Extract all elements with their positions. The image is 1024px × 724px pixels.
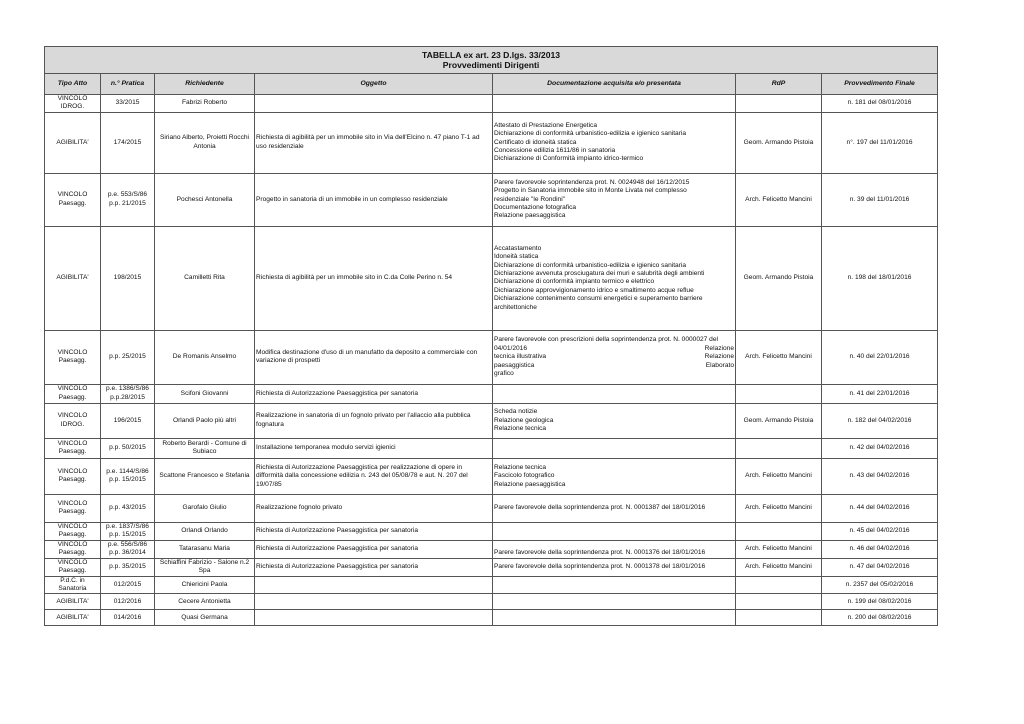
cell-documentazione: [493, 594, 736, 610]
cell-richiedente: [155, 384, 255, 403]
cell-oggetto: [255, 226, 493, 330]
cell-documentazione-line: Certificato di idoneità statica: [494, 138, 577, 146]
cell-richiedente-line: Chiericini Paola: [181, 580, 228, 588]
cell-documentazione-line: [494, 345, 734, 353]
cell-pratica-line: 196/2015: [113, 416, 142, 424]
cell-tipo-atto-line: Paesagg.: [58, 567, 87, 575]
cell-oggetto: [255, 576, 493, 594]
cell-documentazione: [493, 494, 736, 522]
cell-documentazione: [493, 522, 736, 540]
cell-pratica: [101, 458, 155, 494]
cell-tipo-atto-line: Paesagg.: [58, 549, 87, 557]
cell-pratica: [101, 330, 155, 384]
cell-pratica-line: p.p. 50/2015: [109, 444, 146, 452]
cell-documentazione-line: Attestato di Prestazione Energetica: [494, 121, 597, 129]
col-header-tipo-atto: Tipo Atto: [45, 74, 101, 95]
cell-tipo-atto-line: Paesagg.: [58, 531, 87, 539]
cell-tipo-atto-line: VINCOLO: [57, 385, 88, 393]
cell-tipo-atto-line: Paesagg.: [58, 357, 87, 365]
cell-documentazione-line: [494, 353, 734, 361]
cell-documentazione-line: [494, 362, 734, 370]
cell-provvedimento: n. 44 del 04/02/2016: [822, 494, 938, 522]
cell-pratica-line: 012/2016: [113, 597, 142, 605]
cell-documentazione-line: Dichiarazione contenimento consumi energetici e superamento barriere: [494, 295, 703, 303]
cell-tipo-atto-line: AGIBILITA': [56, 597, 89, 605]
cell-oggetto-line: 19/07/85: [256, 480, 282, 488]
cell-rdp: [736, 95, 822, 113]
cell-documentazione-line: Concessione edilizia 1611/86 in sanatoria: [494, 147, 616, 155]
cell-pratica-line: p.p. 15/2015: [109, 476, 146, 484]
cell-richiedente: [155, 522, 255, 540]
cell-tipo-atto-line: P.d.C. in: [60, 576, 85, 584]
cell-richiedente: [155, 540, 255, 558]
cell-oggetto-line: Progetto in sanatoria di un immobile in un complesso residenziale: [256, 195, 448, 203]
cell-pratica: [101, 576, 155, 594]
cell-pratica-line: p.p. 35/2015: [109, 562, 146, 570]
cell-pratica-line: p.p. 43/2015: [109, 504, 146, 512]
cell-tipo-atto: [45, 522, 101, 540]
col-header-provvedimento: Provvedimento Finale: [822, 74, 938, 95]
cell-oggetto: [255, 95, 493, 113]
table-body: [45, 95, 938, 626]
cell-documentazione-line: Dichiarazione approvvigionamento idrico e smaltimento acque reflue: [494, 286, 694, 294]
table-row: [45, 384, 938, 403]
col-header-pratica: n.° Pratica: [101, 74, 155, 95]
cell-oggetto-line: Richiesta di Autorizzazione Paesaggistica per sanatoria: [256, 544, 419, 552]
cell-pratica: [101, 522, 155, 540]
cell-richiedente: [155, 458, 255, 494]
cell-documentazione-line: Dichiarazione avvenuta prosciugatura dei muri e salubrità degli ambienti: [494, 269, 705, 277]
cell-documentazione-part: 04/01/2016: [494, 344, 528, 352]
cell-richiedente: [155, 610, 255, 626]
cell-documentazione-line: Scheda notizie: [494, 408, 538, 416]
table-title-cell: [45, 47, 938, 74]
cell-tipo-atto: [45, 173, 101, 226]
cell-pratica: [101, 610, 155, 626]
cell-richiedente-line: Cecere Antonietta: [178, 597, 231, 605]
cell-richiedente-line: Orlandi Orlando: [181, 527, 228, 535]
cell-oggetto: [255, 558, 493, 576]
cell-oggetto: [255, 594, 493, 610]
cell-documentazione-line: Parere favorevole soprintendenza prot. N. 0024948 del 16/12/2015: [494, 178, 690, 186]
cell-oggetto-line: fognatura: [256, 420, 284, 428]
cell-pratica: [101, 112, 155, 173]
cell-oggetto-line: Richiesta di agibilità per un immobile sito in Via dell'Elcino n. 47 piano T-1 ad: [256, 134, 480, 142]
table-row: [45, 576, 938, 594]
cell-tipo-atto: [45, 540, 101, 558]
cell-richiedente-line: De Romanis Anselmo: [172, 353, 237, 361]
cell-documentazione-part: Relazione: [704, 353, 734, 361]
cell-rdp: Geom. Armando Pistoia: [736, 403, 822, 438]
cell-provvedimento: n. 46 del 04/02/2016: [822, 540, 938, 558]
cell-oggetto-line: difformità dalla concessione edilizia n. 243 del 05/08/78 e aut. N. 207 del: [256, 472, 468, 480]
cell-tipo-atto-line: VINCOLO: [57, 499, 88, 507]
cell-oggetto: [255, 438, 493, 458]
cell-richiedente: [155, 112, 255, 173]
cell-tipo-atto-line: VINCOLO: [57, 348, 88, 356]
cell-documentazione-part: Elaborato: [705, 361, 734, 369]
cell-richiedente: [155, 594, 255, 610]
document-page: [44, 46, 937, 626]
table-row: [45, 494, 938, 522]
cell-pratica-line: p.p. 15/2015: [109, 531, 146, 539]
cell-oggetto: [255, 112, 493, 173]
cell-documentazione-part: tecnica illustrativa: [494, 353, 547, 361]
cell-provvedimento: n. 39 del 11/01/2016: [822, 173, 938, 226]
col-header-richiedente: Richiedente: [155, 74, 255, 95]
cell-documentazione-line: Idoneità statica: [494, 253, 539, 261]
cell-tipo-atto-line: VINCOLO IDROG.: [57, 95, 88, 111]
cell-richiedente: [155, 438, 255, 458]
cell-rdp: [736, 594, 822, 610]
cell-documentazione-line: Relazione paesaggistica: [494, 212, 566, 220]
col-header-documentazione: Documentazione acquisita e/o presentata: [493, 74, 736, 95]
table-title: TABELLA ex art. 23 D.lgs. 33/2013: [422, 49, 561, 60]
cell-documentazione-line: Relazione paesaggistica: [494, 480, 566, 488]
cell-tipo-atto-line: Paesagg.: [58, 199, 87, 207]
cell-richiedente-line: Quasi Germana: [181, 613, 228, 621]
cell-tipo-atto: [45, 458, 101, 494]
cell-pratica: [101, 494, 155, 522]
cell-oggetto: [255, 610, 493, 626]
cell-richiedente-line: Orlandi Paolo più altri: [172, 416, 237, 424]
cell-richiedente: [155, 330, 255, 384]
cell-tipo-atto: [45, 558, 101, 576]
cell-documentazione-line: Dichiarazione di conformità urbanistico-edilizia e igienico sanitaria: [494, 261, 687, 269]
table-row: [45, 558, 938, 576]
cell-documentazione-line: Relazione geologica: [494, 416, 554, 424]
header-row: [45, 74, 938, 95]
cell-pratica: [101, 95, 155, 113]
cell-rdp: Arch. Felicetto Mancini: [736, 494, 822, 522]
cell-rdp: Geom. Armando Pistoia: [736, 112, 822, 173]
cell-pratica-line: 174/2015: [113, 138, 142, 146]
cell-pratica-line: 198/2015: [113, 274, 142, 282]
cell-tipo-atto-line: VINCOLO IDROG.: [57, 412, 88, 428]
table-row: [45, 522, 938, 540]
cell-documentazione: [493, 403, 736, 438]
cell-documentazione: [493, 540, 736, 558]
cell-documentazione: [493, 95, 736, 113]
cell-rdp: Geom. Armando Pistoia: [736, 226, 822, 330]
cell-oggetto: [255, 173, 493, 226]
cell-oggetto-line: Richiesta di Autorizzazione Paesaggistica per sanatoria: [256, 562, 419, 570]
table-row: [45, 112, 938, 173]
cell-richiedente-line: Subiaco: [192, 448, 217, 456]
cell-richiedente: [155, 494, 255, 522]
cell-richiedente-line: Scifoni Giovanni: [180, 389, 229, 397]
cell-documentazione-line: Parere favorevole della soprintendenza prot. N. 0001378 del 18/01/2016: [494, 562, 706, 570]
cell-oggetto: [255, 458, 493, 494]
table-row: [45, 330, 938, 384]
cell-richiedente-line: Camilletti Rita: [184, 274, 225, 282]
cell-richiedente: [155, 576, 255, 594]
cell-documentazione: [493, 438, 736, 458]
cell-tipo-atto-line: Sanatoria: [58, 585, 87, 593]
cell-pratica-line: p.e. 1837/S/86: [106, 522, 149, 530]
cell-pratica: [101, 438, 155, 458]
cell-rdp: Arch. Felicetto Mancini: [736, 540, 822, 558]
cell-provvedimento: n. 42 del 04/02/2016: [822, 438, 938, 458]
table-row: [45, 594, 938, 610]
cell-pratica-line: p.p. 25/2015: [109, 353, 146, 361]
cell-oggetto-line: Richiesta di Autorizzazione Paesaggistica per realizzazione di opere in: [256, 463, 462, 471]
cell-richiedente-line: Tatarasanu Maria: [179, 544, 230, 552]
cell-provvedimento: n. 198 del 18/01/2016: [822, 226, 938, 330]
cell-provvedimento: n. 43 del 04/02/2016: [822, 458, 938, 494]
cell-tipo-atto-line: VINCOLO: [57, 540, 88, 548]
cell-oggetto-line: Modifica destinazione d'uso di un manufatto da deposito a commerciale con: [256, 348, 478, 356]
cell-provvedimento: n°. 197 del 11/01/2016: [822, 112, 938, 173]
cell-documentazione-line: Dichiarazione di Conformità impianto idrico-termico: [494, 155, 644, 163]
cell-documentazione-line: residenziale "le Rondini": [494, 195, 566, 203]
cell-documentazione-line: Fascicolo fotografico: [494, 472, 555, 480]
table-row: [45, 173, 938, 226]
cell-tipo-atto: [45, 403, 101, 438]
cell-tipo-atto: [45, 384, 101, 403]
cell-richiedente-line: Garofalo Giulio: [182, 504, 227, 512]
cell-pratica: [101, 540, 155, 558]
cell-richiedente-line: Pochesci Antonella: [176, 195, 233, 203]
cell-tipo-atto: [45, 226, 101, 330]
cell-tipo-atto: [45, 610, 101, 626]
cell-pratica-line: p.e. 1144/S/86: [106, 467, 149, 475]
cell-pratica: [101, 594, 155, 610]
cell-tipo-atto-line: VINCOLO: [57, 439, 88, 447]
cell-documentazione-line: [494, 370, 734, 378]
col-header-oggetto: Oggetto: [255, 74, 493, 95]
cell-oggetto-line: Installazione temporanea modulo servizi igienici: [256, 444, 396, 452]
table-subtitle: Provvedimenti Dirigenti: [442, 60, 540, 70]
cell-rdp: Arch. Felicetto Mancini: [736, 458, 822, 494]
cell-documentazione-line: Parere favorevole della soprintendenza prot. N. 0001387 del 18/01/2016: [494, 504, 706, 512]
cell-tipo-atto: [45, 330, 101, 384]
cell-richiedente-line: Scattone Francesco e Stefania: [159, 472, 250, 480]
table-row: [45, 403, 938, 438]
cell-tipo-atto: [45, 494, 101, 522]
cell-provvedimento: n. 40 del 22/01/2016: [822, 330, 938, 384]
cell-richiedente: [155, 226, 255, 330]
cell-tipo-atto-line: VINCOLO: [57, 522, 88, 530]
col-header-rdp: RdP: [736, 74, 822, 95]
cell-rdp: [736, 384, 822, 403]
cell-richiedente: [155, 173, 255, 226]
cell-pratica-line: p.e. 556/S/86: [107, 540, 148, 548]
provvedimenti-table: [44, 46, 938, 626]
cell-richiedente: [155, 95, 255, 113]
cell-documentazione-line: Documentazione fotografica: [494, 204, 577, 212]
cell-oggetto: [255, 403, 493, 438]
cell-pratica-line: 014/2016: [113, 613, 142, 621]
cell-documentazione-part: Relazione: [704, 344, 734, 352]
cell-documentazione-line: Relazione tecnica: [494, 463, 547, 471]
table-row: [45, 438, 938, 458]
cell-documentazione-part: Parere favorevole con prescrizioni della soprintendenza prot. N. 0000027 del: [494, 336, 718, 344]
cell-tipo-atto: [45, 438, 101, 458]
table-row: [45, 226, 938, 330]
cell-oggetto-line: Richiesta di Autorizzazione Paesaggistica per sanatoria: [256, 389, 419, 397]
cell-oggetto: [255, 522, 493, 540]
cell-oggetto-line: Richiesta di agibilità per un immobile sito in C.da Colle Perino n. 54: [256, 274, 453, 282]
cell-pratica-line: p.p.28/2015: [110, 393, 145, 401]
cell-rdp: [736, 610, 822, 626]
cell-pratica-line: p.p. 36/2014: [109, 549, 146, 557]
cell-documentazione-line: Parere favorevole della soprintendenza prot. N. 0001376 del 18/01/2016: [494, 549, 706, 557]
cell-pratica-line: 012/2015: [113, 580, 142, 588]
cell-oggetto: [255, 330, 493, 384]
cell-oggetto-line: Realizzazione in sanatoria di un fognolo privato per l'allaccio alla pubblica: [256, 412, 471, 420]
table-row: [45, 458, 938, 494]
cell-tipo-atto: [45, 594, 101, 610]
cell-tipo-atto-line: Paesagg.: [58, 508, 87, 516]
table-row: [45, 540, 938, 558]
cell-pratica: [101, 403, 155, 438]
cell-documentazione-line: Progetto in Sanatoria immobile sito in Monte Livata nel complesso: [494, 187, 687, 195]
cell-documentazione-line: Relazione tecnica: [494, 425, 547, 433]
cell-oggetto-line: uso residenziale: [256, 142, 304, 150]
cell-provvedimento: n. 181 del 08/01/2016: [822, 95, 938, 113]
cell-oggetto: [255, 384, 493, 403]
cell-pratica: [101, 226, 155, 330]
cell-richiedente: [155, 403, 255, 438]
cell-provvedimento: n. 45 del 04/02/2016: [822, 522, 938, 540]
cell-documentazione: [493, 384, 736, 403]
cell-richiedente: [155, 558, 255, 576]
cell-documentazione: [493, 330, 736, 384]
cell-documentazione-part: paesaggistica: [494, 361, 535, 369]
cell-tipo-atto-line: Paesagg.: [58, 476, 87, 484]
cell-provvedimento: n. 41 del 22/01/2016: [822, 384, 938, 403]
cell-rdp: [736, 438, 822, 458]
cell-tipo-atto-line: AGIBILITA': [56, 274, 89, 282]
cell-provvedimento: n. 200 del 08/02/2016: [822, 610, 938, 626]
cell-documentazione-line: Dichiarazione di conformità impianto termico e elettrico: [494, 278, 655, 286]
cell-rdp: Arch. Felicetto Mancini: [736, 558, 822, 576]
cell-rdp: Arch. Felicetto Mancini: [736, 173, 822, 226]
cell-richiedente-line: Siriano Alberto, Proietti Rocchi: [159, 134, 250, 142]
table-row: [45, 610, 938, 626]
cell-richiedente-line: Spa: [198, 567, 211, 575]
cell-tipo-atto-line: Paesagg.: [58, 393, 87, 401]
cell-provvedimento: n. 182 del 04/02/2016: [822, 403, 938, 438]
cell-tipo-atto-line: VINCOLO: [57, 467, 88, 475]
cell-tipo-atto-line: AGIBILITA': [56, 613, 89, 621]
cell-documentazione: [493, 610, 736, 626]
cell-documentazione: [493, 458, 736, 494]
cell-provvedimento: n. 47 del 04/02/2016: [822, 558, 938, 576]
cell-oggetto-line: Richiesta di Autorizzazione Paesaggistica per sanatoria: [256, 527, 419, 535]
cell-documentazione: [493, 112, 736, 173]
cell-oggetto-line: variazione di prospetti: [256, 357, 321, 365]
cell-pratica-line: p.e. 553/S/86: [107, 191, 148, 199]
cell-pratica: [101, 558, 155, 576]
cell-richiedente-line: Schiaffini Fabrizio - Salone n.2: [159, 558, 250, 566]
cell-pratica-line: p.p. 21/2015: [109, 199, 146, 207]
cell-documentazione-line: architettoniche: [494, 303, 537, 311]
cell-documentazione-line: Accatastamento: [494, 244, 542, 252]
cell-pratica-line: p.e. 1386/S/86: [106, 385, 149, 393]
cell-rdp: [736, 522, 822, 540]
cell-documentazione-part: grafico: [494, 369, 514, 377]
cell-tipo-atto: [45, 95, 101, 113]
cell-richiedente-line: Antonia: [193, 142, 216, 150]
cell-oggetto-line: Realizzazione fognolo privato: [256, 504, 343, 512]
cell-rdp: Arch. Felicetto Mancini: [736, 330, 822, 384]
cell-documentazione: [493, 226, 736, 330]
cell-tipo-atto-line: VINCOLO: [57, 558, 88, 566]
cell-documentazione: [493, 576, 736, 594]
cell-tipo-atto-line: VINCOLO: [57, 191, 88, 199]
cell-pratica: [101, 384, 155, 403]
cell-rdp: [736, 576, 822, 594]
cell-oggetto: [255, 540, 493, 558]
cell-tipo-atto-line: Paesagg.: [58, 448, 87, 456]
cell-pratica: [101, 173, 155, 226]
cell-tipo-atto: [45, 112, 101, 173]
cell-tipo-atto-line: AGIBILITA': [56, 138, 89, 146]
cell-richiedente-line: Fabrizi Roberto: [181, 99, 228, 107]
cell-documentazione-line: [494, 336, 734, 344]
cell-oggetto: [255, 494, 493, 522]
cell-documentazione-line: Dichiarazione di conformità urbanistico-edilizia e igienico sanitaria: [494, 130, 687, 138]
cell-provvedimento: n. 2357 del 05/02/2016: [822, 576, 938, 594]
cell-pratica-line: 33/2015: [115, 99, 140, 107]
cell-documentazione: [493, 173, 736, 226]
cell-documentazione: [493, 558, 736, 576]
cell-richiedente-line: Roberto Berardi - Comune di: [162, 439, 247, 447]
table-row: [45, 95, 938, 113]
cell-provvedimento: n. 199 del 08/02/2016: [822, 594, 938, 610]
cell-tipo-atto: [45, 576, 101, 594]
